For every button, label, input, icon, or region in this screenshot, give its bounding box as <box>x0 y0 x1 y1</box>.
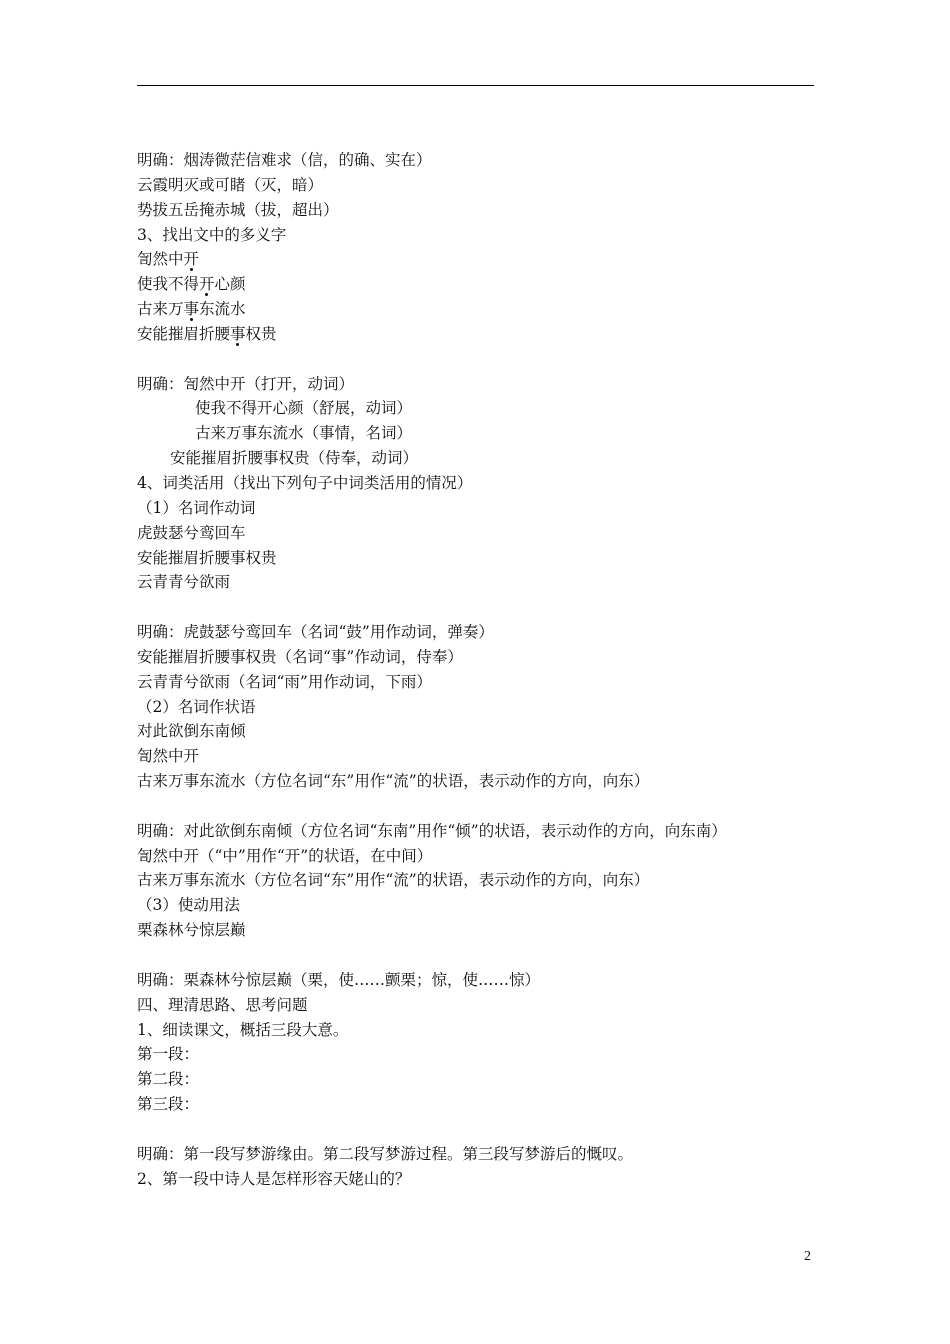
line-text-after: 心颜 <box>214 275 246 294</box>
blank-line <box>137 943 817 968</box>
text-line: 使我不得开心颜（舒展，动词） <box>195 399 413 418</box>
emphasized-character: 事 <box>184 300 200 318</box>
text-line-with-emphasis <box>137 272 817 297</box>
text-line: 2、第一段中诗人是怎样形容天姥山的？ <box>137 1169 411 1188</box>
text-line: 明确：訇然中开（打开，动词） <box>137 374 355 393</box>
emphasized-character: 开 <box>184 250 200 268</box>
text-line-with-emphasis <box>137 322 817 347</box>
text-line: 明确：烟涛微茫信难求（信，的确、实在） <box>137 151 432 169</box>
header-rule <box>137 85 814 86</box>
text-line: 1、细读课文，概括三段大意。 <box>137 1020 349 1039</box>
emphasized-character: 事 <box>230 325 246 343</box>
line-text-before: 使我不得 <box>137 275 200 294</box>
line-text-before: 安能摧眉折腰 <box>137 324 231 343</box>
text-line: 4、词类活用（找出下列句子中词类活用的情况） <box>137 473 473 492</box>
emphasized-character: 开 <box>199 275 215 293</box>
text-line: （3）使动用法 <box>137 896 240 915</box>
text-line: （2）名词作状语 <box>137 697 256 716</box>
blank-line <box>137 347 817 372</box>
text-line: 安能摧眉折腰事权贵（侍奉，动词） <box>170 449 419 468</box>
text-line: 明确：第一段写梦游缘由。第二段写梦游过程。第三段写梦游后的慨叹。 <box>137 1144 634 1163</box>
emphasis-dot-icon <box>190 268 193 271</box>
text-line: 虎鼓瑟兮鸾回车 <box>137 523 246 542</box>
text-line: 对此欲倒东南倾 <box>137 722 246 741</box>
line-text-after: 东流水 <box>199 300 246 319</box>
text-line: 明确：对此欲倒东南倾（方位名词“东南”用作“倾”的状语，表示动作的方向，向东南） <box>137 821 727 840</box>
blank-line <box>137 1117 817 1142</box>
text-line: 云青青兮欲雨 <box>137 573 231 592</box>
text-line: 云霞明灭或可睹（灭，暗） <box>137 175 324 194</box>
text-line: 訇然中开（“中”用作“开”的状语，在中间） <box>137 846 433 865</box>
text-line: 3、找出文中的多义字 <box>137 225 287 244</box>
document-body <box>137 148 817 1191</box>
line-text-before: 訇然中 <box>137 250 184 269</box>
text-line: （1）名词作动词 <box>137 498 256 517</box>
line-text-before: 古来万 <box>137 300 184 319</box>
text-line: 云青青兮欲雨（名词“雨”用作动词，下雨） <box>137 672 432 691</box>
blank-line <box>137 595 817 620</box>
line-text-after: 权贵 <box>245 324 277 343</box>
text-line: 古来万事东流水（方位名词“东”用作“流”的状语，表示动作的方向，向东） <box>137 871 650 890</box>
page-number: 2 <box>804 1249 811 1264</box>
emphasis-dot-icon <box>205 293 208 296</box>
text-line: 四、理清思路、思考问题 <box>137 995 308 1014</box>
text-line: 安能摧眉折腰事权贵 <box>137 548 277 567</box>
blank-line <box>137 794 817 819</box>
emphasis-dot-icon <box>190 318 193 321</box>
text-line: 古来万事东流水（事情，名词） <box>195 424 413 443</box>
emphasis-dot-icon <box>236 343 239 346</box>
text-line-with-emphasis <box>137 297 817 322</box>
text-line: 明确：栗森林兮惊层巅（栗，使……颤栗；惊，使……惊） <box>137 970 541 989</box>
text-line: 古来万事东流水（方位名词“东”用作“流”的状语，表示动作的方向，向东） <box>137 772 650 791</box>
text-line: 第二段： <box>137 1070 200 1089</box>
text-line: 栗森林兮惊层巅 <box>137 921 246 940</box>
text-line: 第一段： <box>137 1045 200 1064</box>
text-line: 势拔五岳掩赤城（拔，超出） <box>137 200 339 219</box>
text-line: 第三段： <box>137 1095 200 1114</box>
text-line-with-emphasis <box>137 247 817 272</box>
text-line: 安能摧眉折腰事权贵（名词“事”作动词，侍奉） <box>137 647 463 666</box>
text-line: 明确：虎鼓瑟兮鸾回车（名词“鼓”用作动词，弹奏） <box>137 623 494 642</box>
text-line: 訇然中开 <box>137 747 200 766</box>
